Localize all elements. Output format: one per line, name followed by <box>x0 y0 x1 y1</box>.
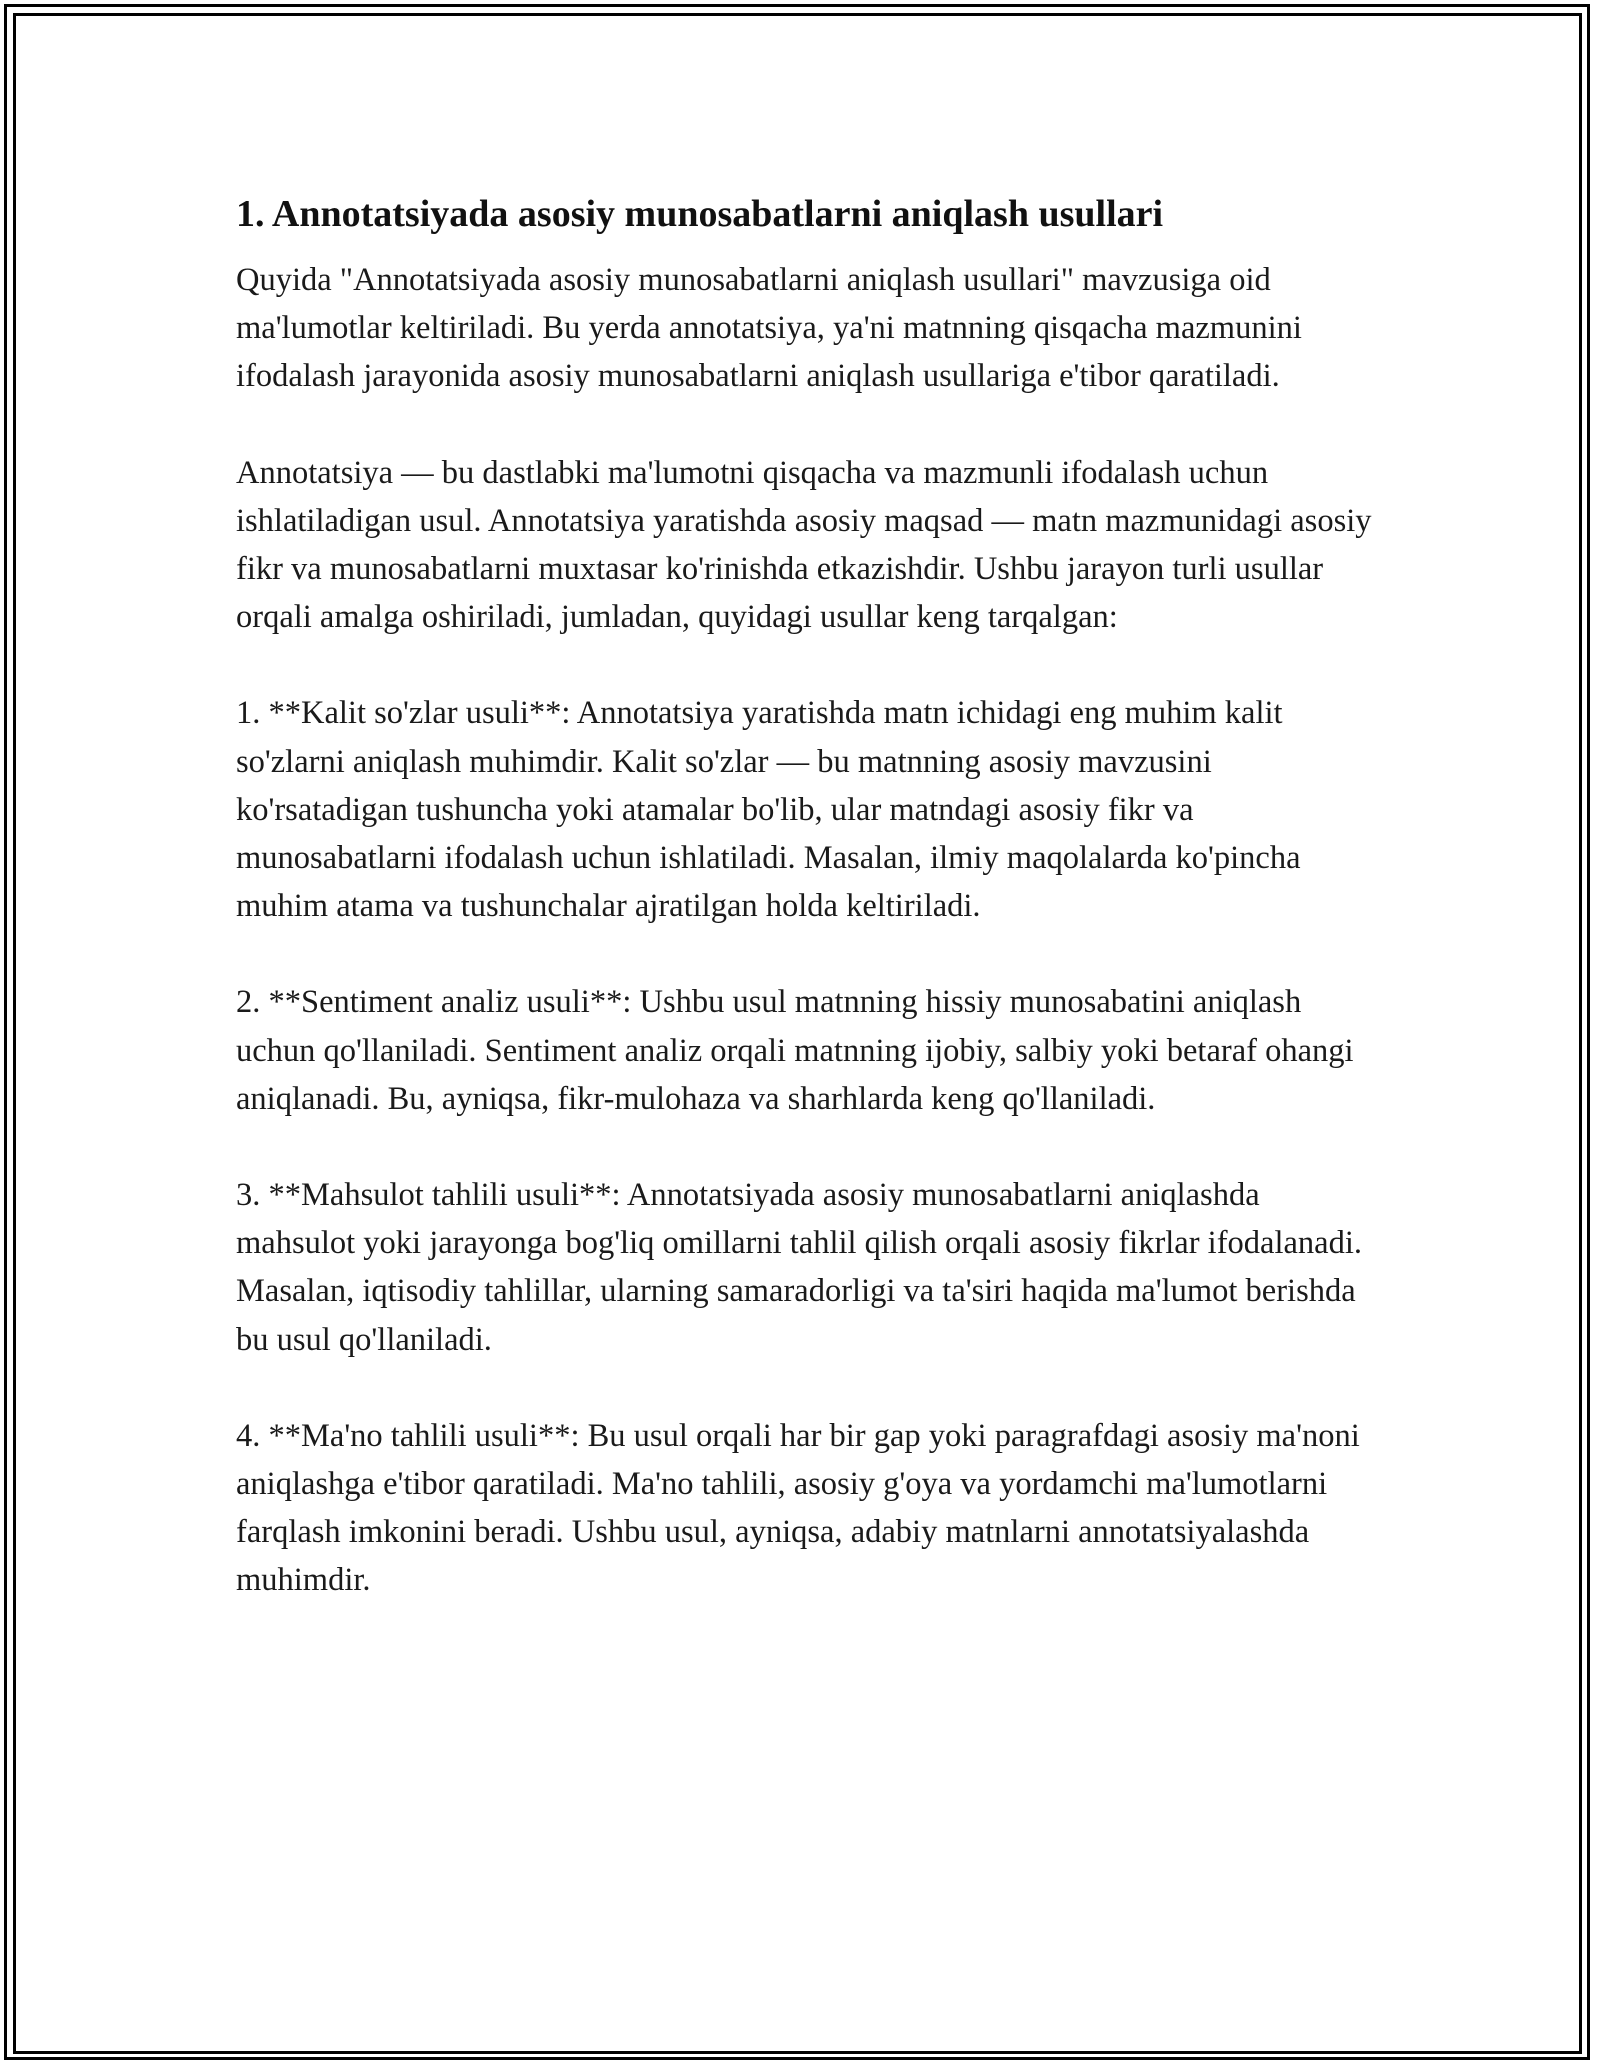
paragraph-intro: Quyida "Annotatsiyada asosiy munosabatlarni aniqlash usullari" mavzusiga oid ma'lumotlar keltiriladi. Bu yerda annotatsiya, ya'ni matnning qisqacha mazmunini ifodalash jarayonida asosiy munosabatlarni aniqlash usullariga e'tibor qaratiladi. <box>236 262 1302 395</box>
document-body <box>236 186 1376 1653</box>
paragraph-definition: Annotatsiya — bu dastlabki ma'lumotni qisqacha va mazmunli ifodalash uchun ishlatiladigan usul. Annotatsiya yaratishda asosiy maqsad — matn mazmunidagi asosiy fikr va munosabatlarni muxtasar ko'rinishda etkazishdir. Ushbu jarayon turli usullar orqali amalga oshiriladi, jumladan, quyidagi usullar keng tarqalgan: <box>236 454 1372 636</box>
paragraph-method-meaning: 4. **Ma'no tahlili usuli**: Bu usul orqali har bir gap yoki paragrafdagi asosiy ma'noni aniqlashga e'tibor qaratiladi. Ma'no tahlili, asosiy g'oya va yordamchi ma'lumotlarni farqlash imkonini beradi. Ushbu usul, ayniqsa, adabiy matnlarni annotatsiyalashda muhimdir. <box>236 1417 1360 1599</box>
paragraph-method-product: 3. **Mahsulot tahlili usuli**: Annotatsiyada asosiy munosabatlarni aniqlashda mahsulot yoki jarayonga bog'liq omillarni tahlil qilish orqali asosiy fikrlar ifodalanadi. Masalan, iqtisodiy tahlillar, ularning samaradorligi va ta'siri haqida ma'lumot berishda bu usul qo'llaniladi. <box>236 1177 1362 1358</box>
document-title: 1. Annotatsiyada asosiy munosabatlarni aniqlash usullari <box>236 193 1164 235</box>
paragraph-method-sentiment: 2. **Sentiment analiz usuli**: Ushbu usul matnning hissiy munosabatini aniqlash uchun qo'llaniladi. Sentiment analiz orqali matnning ijobiy, salbiy yoki betaraf ohangi aniqlanadi. Bu, ayniqsa, fikr-mulohaza va sharhlarda keng qo'llaniladi. <box>236 984 1354 1117</box>
paragraph-method-keywords: 1. **Kalit so'zlar usuli**: Annotatsiya yaratishda matn ichidagi eng muhim kalit so'zlarni aniqlash muhimdir. Kalit so'zlar — bu matnning asosiy mavzusini ko'rsatadigan tushuncha yoki atamalar bo'lib, ular matndagi asosiy fikr va munosabatlarni ifodalash uchun ishlatiladi. Masalan, ilmiy maqolalarda ko'pincha muhim atama va tushunchalar ajratilgan holda keltiriladi. <box>236 695 1301 925</box>
